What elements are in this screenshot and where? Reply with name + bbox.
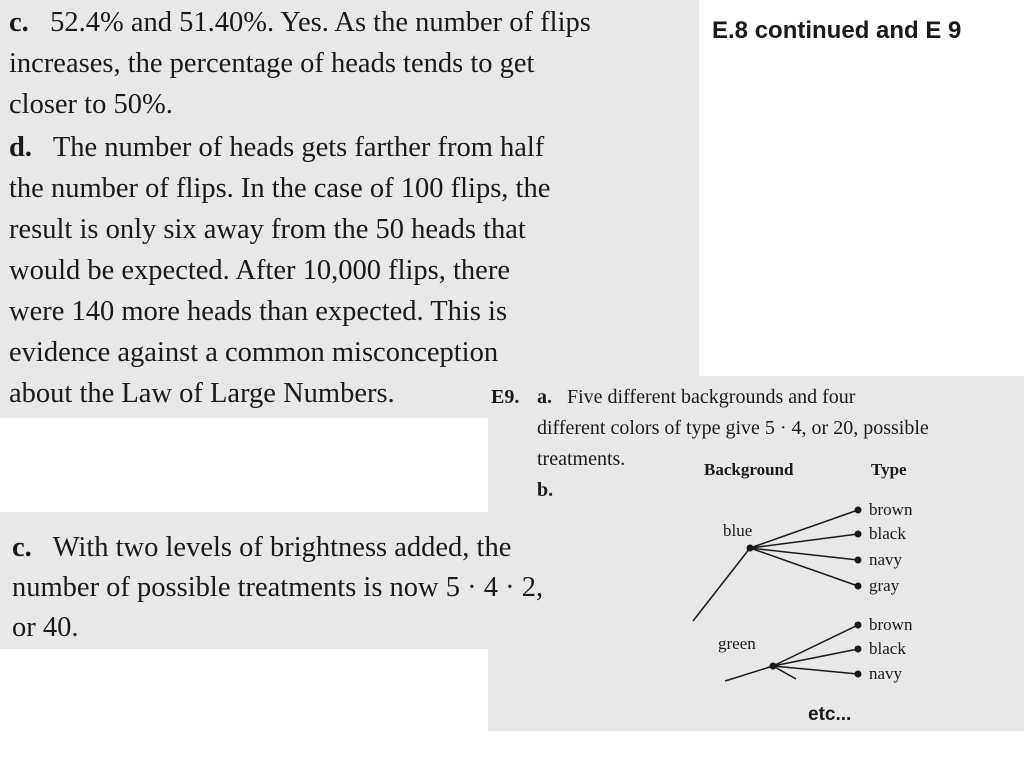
tree-leaf-blue-navy: navy xyxy=(869,550,903,569)
tree-header-type: Type xyxy=(871,460,907,479)
part-c-bottom-letter: c. xyxy=(12,532,32,563)
tree-root-branch-blue xyxy=(693,548,750,621)
tree-leaf-green-black: black xyxy=(869,639,906,658)
part-d-line-4: would be expected. After 10,000 flips, there xyxy=(9,255,510,286)
part-d-line-2: the number of flips. In the case of 100 flips, the xyxy=(9,173,551,204)
etc-label: etc... xyxy=(808,704,852,725)
tree-node-green: green xyxy=(718,634,756,653)
tree-leaf-dot xyxy=(855,507,862,514)
part-c-bottom-line-1: c. With two levels of brightness added, the xyxy=(12,532,512,563)
tree-leaf-dot xyxy=(855,557,862,564)
tree-leaf-dot xyxy=(855,583,862,590)
e9-a-line-3: treatments. xyxy=(537,448,626,470)
part-d-line-1: d. The number of heads gets farther from half xyxy=(9,132,545,163)
part-d-letter: d. xyxy=(9,132,32,163)
e9-b-letter: b. xyxy=(537,479,554,501)
tree-leaf-green-navy: navy xyxy=(869,664,903,683)
tree-leaf-dot xyxy=(855,531,862,538)
tree-header-background: Background xyxy=(704,460,794,479)
part-c-top-line-1: c. 52.4% and 51.40%. Yes. As the number of flips xyxy=(9,7,591,38)
part-d-line-7: about the Law of Large Numbers. xyxy=(9,378,395,409)
part-c-bottom-line-3: or 40. xyxy=(12,612,79,643)
part-c-bottom-line-2: number of possible treatments is now 5 · 4 · 2, xyxy=(12,572,544,603)
slide-title: E.8 continued and E 9 xyxy=(712,17,962,44)
tree-node-blue: blue xyxy=(723,521,753,540)
tree-diagram xyxy=(488,376,1024,731)
tree-leaf-blue-brown: brown xyxy=(869,500,913,519)
part-d-line-6: evidence against a common misconception xyxy=(9,337,499,368)
e9-a-line-2: different colors of type give 5 · 4, or 20, possible xyxy=(537,417,929,439)
tree-branch-blue-black xyxy=(750,534,858,548)
part-c-top-line-2: increases, the percentage of heads tends to get xyxy=(9,48,535,79)
part-d-line-5: were 140 more heads than expected. This is xyxy=(9,296,508,327)
e9-a-line-1: a. Five different backgrounds and four xyxy=(537,386,856,408)
part-c-top-letter: c. xyxy=(9,7,29,38)
tree-leaf-dot xyxy=(855,622,862,629)
e9-a-letter: a. xyxy=(537,386,552,408)
tree-branch-blue-brown xyxy=(750,510,858,548)
part-c-top-line-3: closer to 50%. xyxy=(9,89,173,120)
tree-leaf-green-brown: brown xyxy=(869,615,913,634)
tree-leaf-blue-black: black xyxy=(869,524,906,543)
tree-leaf-blue-gray: gray xyxy=(869,576,900,595)
tree-root-branch-green xyxy=(725,666,773,681)
tree-leaf-dot xyxy=(855,671,862,678)
tree-branch-green-brown xyxy=(773,625,858,666)
e9-label: E9. xyxy=(491,386,520,408)
tree-branch-green-black xyxy=(773,649,858,666)
part-d-line-3: result is only six away from the 50 heads that xyxy=(9,214,526,245)
tree-leaf-dot xyxy=(855,646,862,653)
